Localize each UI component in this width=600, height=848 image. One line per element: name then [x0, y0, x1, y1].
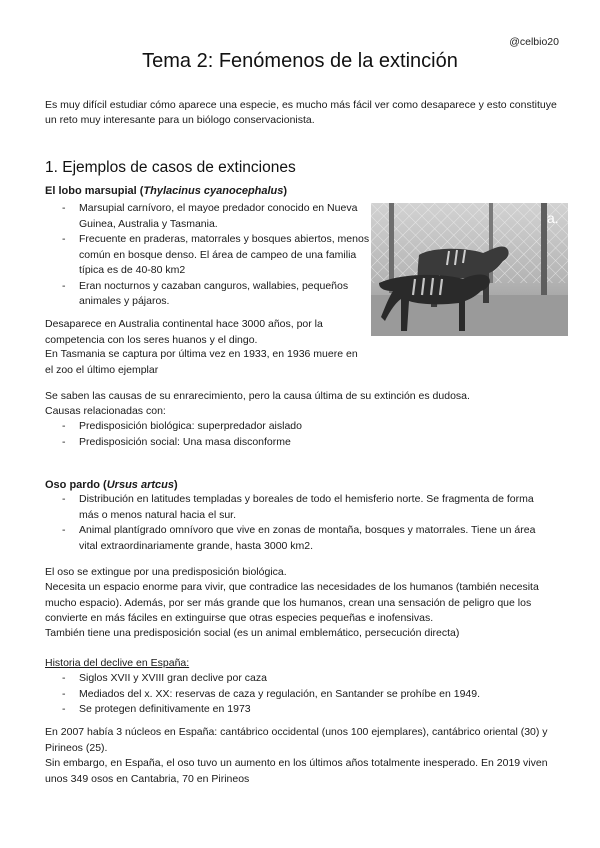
section-heading: 1. Ejemplos de casos de extinciones — [45, 159, 296, 176]
list-item: - Mediados del x. XX: reservas de caza y regulación, en Santander se prohíbe en 1949. — [62, 687, 562, 703]
causes-list — [62, 419, 562, 450]
history-list — [62, 671, 562, 718]
list-item: - Siglos XVII y XVIII gran declive por caza — [62, 671, 562, 687]
oso-bullet-list — [62, 492, 548, 554]
lobo-paragraph-1: Desaparece en Australia continental hace 3000 años, por la competencia con los seres huanos y el dingo. — [45, 318, 323, 346]
author-handle: @celbio20 — [509, 36, 559, 48]
list-item: - Predisposición social: Una masa disconforme — [62, 435, 562, 451]
species-latin-name: Thylacinus cyanocephalus — [143, 185, 284, 197]
photo-label: a. — [547, 210, 559, 226]
causes-label: Causas relacionadas con: — [45, 405, 166, 417]
page-title: Tema 2: Fenómenos de la extinción — [142, 50, 458, 72]
list-item: - Animal plantígrado omnívoro que vive en zonas de montaña, bosques y matorrales. Tiene un área vital extraordinariamente grande, hasta 3000 km2. — [62, 523, 548, 554]
lobo-paragraph-2: En Tasmania se captura por última vez en 1933, en 1936 muere en el zoo el último ejemplar — [45, 348, 358, 376]
species-latin-name: Ursus artcus — [106, 479, 174, 491]
oso-paragraph-2: Necesita un espacio enorme para vivir, que contradice las necesidades de los humanos (también necesita mucho espacio). Además, por ser más grande que los humanos, crean una sensación de peligro que los convierte en más fáciles en extinguirse que otras especies pequeñas e inofensivas. — [45, 581, 539, 624]
lobo-bullet-list — [62, 201, 372, 310]
thylacine-photo — [371, 203, 568, 336]
subsection-title-oso: Oso pardo (Ursus artcus) — [45, 479, 178, 491]
intro-paragraph: Es muy difícil estudiar cómo aparece una especie, es mucho más fácil ver como desaparece y esto constituye un reto muy interesante para un biólogo conservacionista. — [45, 99, 557, 126]
list-item: - Frecuente en praderas, matorrales y bosques abiertos, menos común en bosque denso. El área de campeo de una familia típica es de 40-80 km2 — [62, 232, 372, 279]
oso-paragraph-1: El oso se extingue por una predisposición biológica. — [45, 566, 287, 578]
list-item: - Eran nocturnos y cazaban canguros, wallabies, pequeños animales y pájaros. — [62, 279, 372, 310]
lobo-paragraph-3: Se saben las causas de su enrarecimiento, pero la causa última de su extinción es dudosa. — [45, 390, 470, 402]
oso-paragraph-3: También tiene una predisposición social (es un animal emblemático, persecución directa) — [45, 627, 460, 639]
list-item: - Predisposición biológica: superpredador aislado — [62, 419, 562, 435]
list-item: - Marsupial carnívoro, el mayoe predador conocido en Nueva Guinea, Australia y Tasmania. — [62, 201, 372, 232]
oso-paragraph-4: En 2007 había 3 núcleos en España: cantábrico occidental (unos 100 ejemplares), cantábrico oriental (30) y Pirineos (25). — [45, 726, 548, 754]
oso-paragraph-5: Sin embargo, en España, el oso tuvo un aumento en los últimos años totalmente inesperado. En 2019 viven unos 349 osos en Cantabria, 70 en Pirineos — [45, 757, 548, 785]
list-item: - Distribución en latitudes templadas y boreales de todo el hemisferio norte. Se fragmenta de forma más o menos natural hacia el sur. — [62, 492, 548, 523]
list-item: - Se protegen definitivamente en 1973 — [62, 702, 562, 718]
subsection-title-lobo: El lobo marsupial (Thylacinus cyanocephalus) — [45, 185, 288, 197]
history-heading: Historia del declive en España: — [45, 657, 190, 669]
